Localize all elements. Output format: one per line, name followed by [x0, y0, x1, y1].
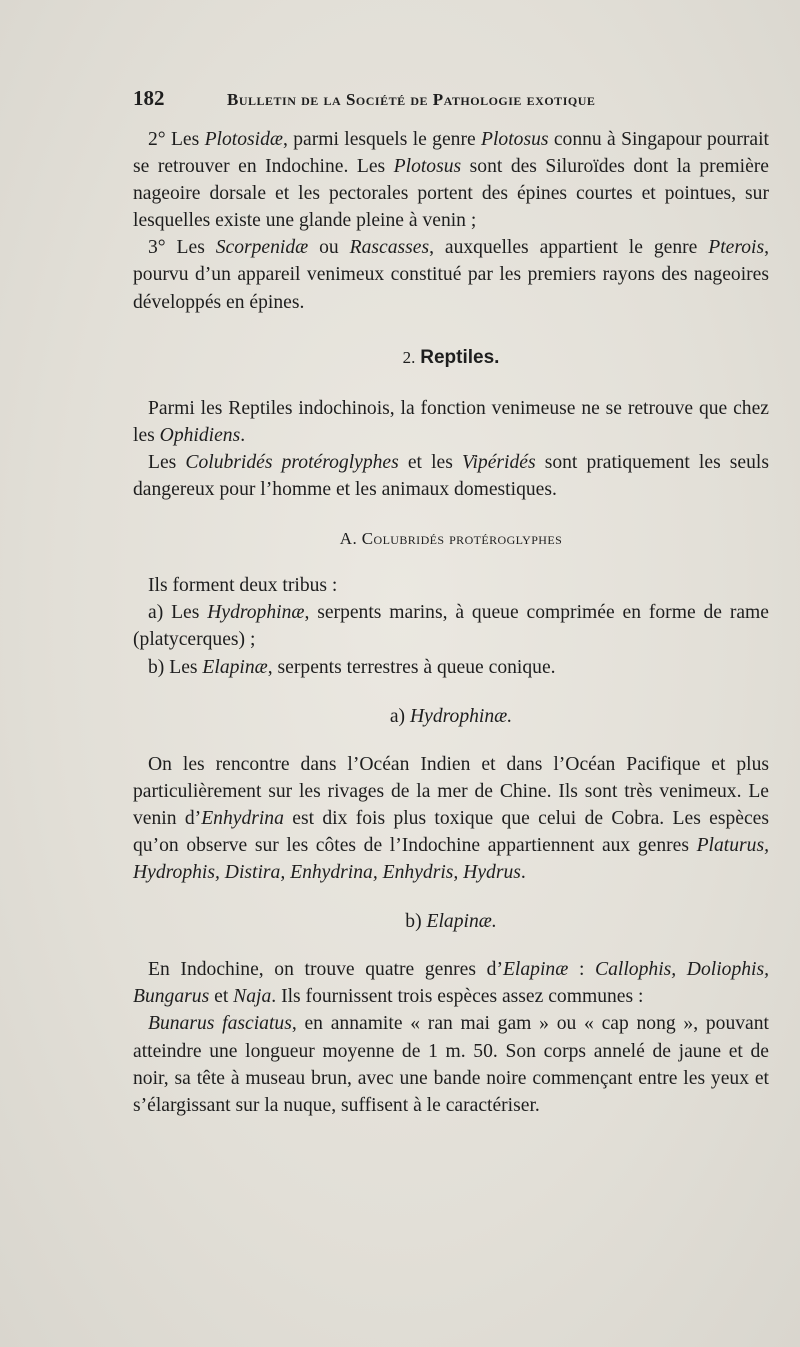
paragraph-elapinae: En Indochine, on trouve quatre genres d’Elapinæ : Callophis, Doliophis, Bungarus et Naja. Ils fournissent trois espèces assez communes : — [133, 959, 769, 1008]
body-text — [133, 126, 769, 1119]
paragraph-tribes: Ils forment deux tribus : — [148, 575, 338, 597]
running-title: Bulletin de la Société de Pathologie exotique — [227, 90, 596, 109]
paragraph-hydrophinae: On les rencontre dans l’Océan Indien et dans l’Océan Pacifique et plus particulièrement sur les rivages de la mer de Chine. Ils sont très venimeux. Le venin d’Enhydrina est dix fois plus toxique que celui de Cobra. Les espèces qu’on observe sur les côtes de l’Indochine appartiennent aux genres Platurus, Hydrophis, Distira, Enhydrina, Enhydris, Hydrus. — [133, 753, 769, 884]
paragraph-dangerous-families: Les Colubridés protéroglyphes et les Vipéridés sont pratiquement les seuls dangereux pour l’homme et les animaux domestiques. — [133, 451, 769, 501]
section-heading-reptiles: 2. Reptiles. — [402, 346, 500, 368]
subsection-heading-colubrides: A. Colubridés protéroglyphes — [339, 529, 563, 549]
paragraph-bungarus: Bunarus fasciatus, en annamite « ran mai gam » ou « cap nong », pouvant atteindre une longueur moyenne de 1 m. 50. Son corps annelé de jaune et de noir, sa tête à museau brun, avec une bande noire commençant entre les yeux et s’élargissant sur la nuque, suffisent à le caractériser. — [133, 1013, 769, 1116]
paragraph-tribe-b: b) Les Elapinæ, serpents terrestres à queue conique. — [148, 656, 556, 678]
page-number: 182 — [133, 86, 165, 110]
paragraph-reptiles-intro: Parmi les Reptiles indochinois, la fonction venimeuse ne se retrouve que chez les Ophidiens. — [133, 397, 769, 446]
page-header — [133, 86, 734, 111]
subsection-heading-elapinae: b) Elapinæ. — [405, 911, 497, 933]
subsection-heading-hydrophinae: a) Hydrophinæ. — [389, 705, 513, 727]
paragraph-scorpenidae: 3° Les Scorpenidæ ou Rascasses, auxquelles appartient le genre Pterois, pourvu d’un appareil venimeux constitué par les premiers rayons des nageoires développés en épines. — [133, 237, 770, 313]
paragraph-tribe-a: a) Les Hydrophinæ, serpents marins, à queue comprimée en forme de rame (platycerques) ; — [133, 602, 769, 651]
paragraph-plotosidae: 2° Les Plotosidæ, parmi lesquels le genre Plotosus connu à Singapour pourrait se retrouver en Indochine. Les Plotosus sont des Siluroïdes dont la première nageoire dorsale et les pectorales portent des épines courtes et pointues, sur lesquelles existe une glande pleine à venin ; — [133, 129, 769, 232]
